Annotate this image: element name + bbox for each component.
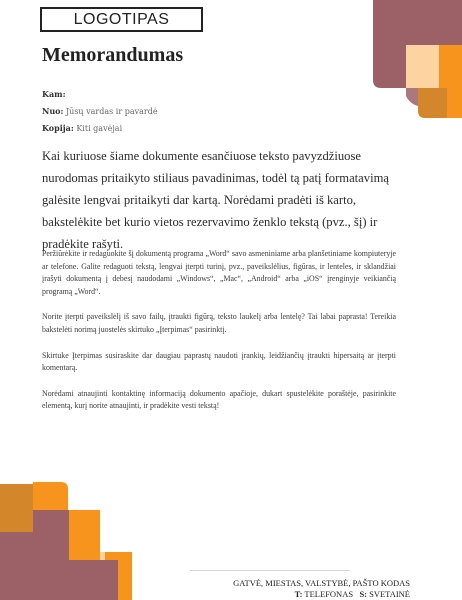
top-dark-orange-block	[418, 88, 447, 118]
from-value[interactable]: Jūsų vardas ir pavardė	[65, 107, 158, 116]
footer	[233, 578, 410, 600]
body-paragraph-3[interactable]: Skirtuke Įterpimas susiraskite dar daugiau paprastų naudoti įrankių, leidžiančių įtraukti hipersaitą ar įterpti komentarą.	[42, 350, 396, 373]
logo-placeholder[interactable]: LOGOTIPAS	[40, 7, 203, 32]
footer-divider	[190, 570, 350, 571]
cc-field[interactable]	[42, 120, 158, 137]
from-field[interactable]	[42, 103, 158, 120]
top-mauve-small-block	[406, 88, 418, 106]
bottom-dark-orange-block	[0, 484, 33, 532]
bottom-orange-tr-block	[33, 482, 68, 510]
from-label: Nuo:	[42, 106, 64, 116]
body-paragraph-1[interactable]: Peržiūrėkite ir redaguokite šį dokumentą programa „Word“ savo asmeniniame arba planšetiniame kompiuteryje ar telefone. Galite redaguoti tekstą, lengvai įterpti turinį, pvz., paveikslėlius, figūras, ir lenteles, ir sklandžiai įrašyti dokumentą į debesį naudodami „Windows“, „Mac“, „Android“ arba „iOS“ įrenginyje veikiančią programą „Word“.	[42, 249, 396, 296]
footer-address[interactable]: GATVĖ, MIESTAS, VALSTYBĖ, PAŠTO KODAS	[233, 578, 410, 588]
footer-contacts	[233, 589, 410, 600]
memo-body	[42, 248, 396, 426]
top-orange-lower-block	[447, 88, 462, 118]
intro-paragraph[interactable]: Kai kuriuose šiame dokumente esančiuose teksto pavyzdžiuose nurodomas pritaikyto stiliaus pavadinimas, todėl tą patį formatavimą galėsite lengvai pritaikyti dar kartą. Norėdami pradėti iš karto, bakstelėkite bet kurio vietos rezervavimo ženklo tekstą (pvz., šį) ir pradėkite rašyti.	[42, 149, 389, 251]
website-value[interactable]: SVETAINĖ	[369, 589, 410, 599]
cc-label: Kopija:	[42, 123, 74, 133]
phone-value[interactable]: TELEFONAS	[304, 589, 354, 599]
website-label: S:	[359, 589, 367, 599]
body-paragraph-4[interactable]: Norėdami atnaujinti kontaktinę informaciją dokumento apačioje, dukart spustelėkite poraštėje, pasirinkite elementą, kurį norite atnaujinti, ir pradėkite vesti tekstą!	[42, 388, 396, 411]
bottom-mauve-right-block	[100, 560, 118, 600]
cc-value[interactable]: Kiti gavėjai	[76, 124, 123, 133]
phone-label: T:	[294, 589, 303, 599]
to-label: Kam:	[42, 89, 66, 99]
memo-header-fields	[42, 86, 158, 137]
top-orange-block	[439, 45, 462, 88]
to-field[interactable]	[42, 86, 158, 103]
body-paragraph-2[interactable]: Norite įterpti paveikslėlį iš savo failų, įtraukti figūrą, teksto laukelį arba lentelę? Tai labai paprasta! Tereikia bakstelėti norimą juostelės skirtuko „Įterpimas“ pasirinktį.	[42, 312, 396, 334]
page-title[interactable]: Memorandumas	[42, 44, 184, 66]
bottom-orange-mid-block	[69, 510, 100, 560]
